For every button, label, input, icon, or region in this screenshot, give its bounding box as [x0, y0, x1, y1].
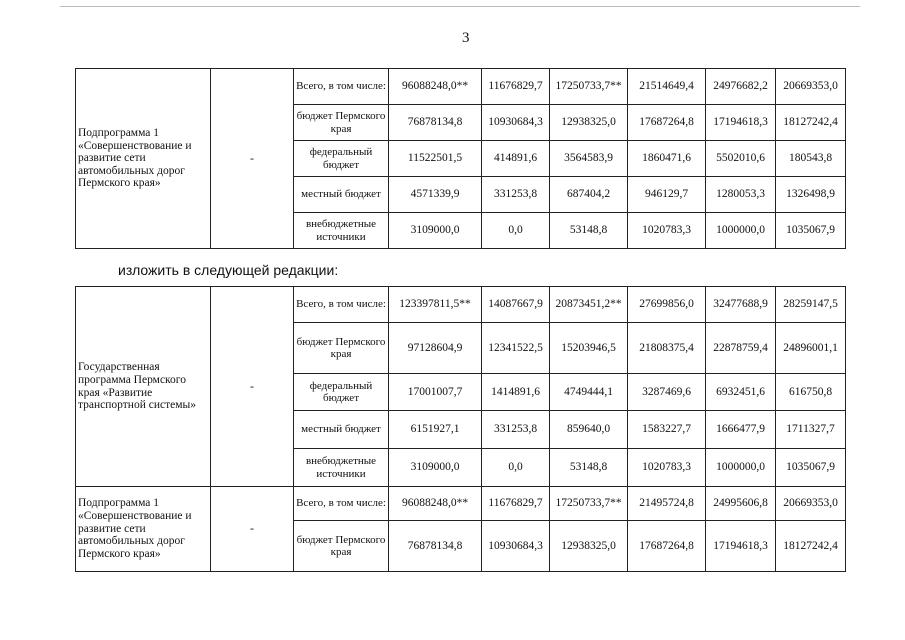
funding-source-cell: внебюджетные источники [294, 449, 389, 487]
amount-cell: 3287469,6 [628, 374, 706, 411]
amount-cell: 1020783,3 [628, 449, 706, 487]
amount-cell: 1000000,0 [706, 449, 776, 487]
amount-cell: 24995606,8 [706, 487, 776, 521]
amount-cell: 10930684,3 [482, 521, 550, 572]
budget-table-new [75, 286, 846, 572]
amount-cell: 331253,8 [482, 411, 550, 449]
amount-cell: 1020783,3 [628, 213, 706, 249]
funding-source-cell: Всего, в том числе: [294, 69, 389, 105]
amount-cell: 11676829,7 [482, 69, 550, 105]
funding-source-cell: местный бюджет [294, 177, 389, 213]
amount-cell: 11522501,5 [389, 141, 482, 177]
amount-cell: 24976682,2 [706, 69, 776, 105]
amount-cell: 4749444,1 [550, 374, 628, 411]
amount-cell: 53148,8 [550, 213, 628, 249]
funding-source-cell: бюджет Пермского края [294, 521, 389, 572]
table-row [76, 287, 846, 323]
page-top-edge [60, 6, 860, 7]
amount-cell: 17194618,3 [706, 521, 776, 572]
amount-cell: 21495724,8 [628, 487, 706, 521]
amount-cell: 5502010,6 [706, 141, 776, 177]
program-name-cell: Подпрограмма 1 «Совершенствование и развитие сети автомобильных дорог Пермского края» [76, 487, 211, 572]
funding-source-cell: внебюджетные источники [294, 213, 389, 249]
program-name-cell: Подпрограмма 1 «Совершенствование и развитие сети автомобильных дорог Пермского края» [76, 69, 211, 249]
executor-cell: - [211, 487, 294, 572]
amount-cell: 331253,8 [482, 177, 550, 213]
amount-cell: 1035067,9 [776, 213, 846, 249]
amount-cell: 1711327,7 [776, 411, 846, 449]
amount-cell: 616750,8 [776, 374, 846, 411]
funding-source-cell: бюджет Пермского края [294, 323, 389, 374]
amount-cell: 53148,8 [550, 449, 628, 487]
amount-cell: 20669353,0 [776, 487, 846, 521]
funding-source-cell: местный бюджет [294, 411, 389, 449]
amount-cell: 18127242,4 [776, 521, 846, 572]
executor-cell: - [211, 69, 294, 249]
amount-cell: 17250733,7** [550, 487, 628, 521]
funding-source-cell: бюджет Пермского края [294, 105, 389, 141]
amount-cell: 414891,6 [482, 141, 550, 177]
amount-cell: 76878134,8 [389, 521, 482, 572]
funding-source-cell: федеральный бюджет [294, 374, 389, 411]
amount-cell: 76878134,8 [389, 105, 482, 141]
amount-cell: 97128604,9 [389, 323, 482, 374]
amount-cell: 22878759,4 [706, 323, 776, 374]
amount-cell: 17250733,7** [550, 69, 628, 105]
funding-source-cell: Всего, в том числе: [294, 287, 389, 323]
amount-cell: 4571339,9 [389, 177, 482, 213]
amount-cell: 10930684,3 [482, 105, 550, 141]
amount-cell: 12938325,0 [550, 105, 628, 141]
amount-cell: 17194618,3 [706, 105, 776, 141]
amount-cell: 946129,7 [628, 177, 706, 213]
amount-cell: 15203946,5 [550, 323, 628, 374]
amount-cell: 3564583,9 [550, 141, 628, 177]
intro-text: изложить в следующей редакции: [118, 262, 339, 278]
amount-cell: 18127242,4 [776, 105, 846, 141]
amount-cell: 27699856,0 [628, 287, 706, 323]
amount-cell: 3109000,0 [389, 213, 482, 249]
amount-cell: 17687264,8 [628, 105, 706, 141]
amount-cell: 14087667,9 [482, 287, 550, 323]
amount-cell: 17001007,7 [389, 374, 482, 411]
page-number: 3 [462, 30, 470, 46]
amount-cell: 21514649,4 [628, 69, 706, 105]
amount-cell: 12938325,0 [550, 521, 628, 572]
funding-source-cell: федеральный бюджет [294, 141, 389, 177]
amount-cell: 0,0 [482, 213, 550, 249]
budget-table-old [75, 68, 846, 249]
amount-cell: 1860471,6 [628, 141, 706, 177]
amount-cell: 6932451,6 [706, 374, 776, 411]
amount-cell: 3109000,0 [389, 449, 482, 487]
amount-cell: 1000000,0 [706, 213, 776, 249]
amount-cell: 1280053,3 [706, 177, 776, 213]
amount-cell: 24896001,1 [776, 323, 846, 374]
amount-cell: 859640,0 [550, 411, 628, 449]
amount-cell: 20873451,2** [550, 287, 628, 323]
funding-source-cell: Всего, в том числе: [294, 487, 389, 521]
table-row [76, 69, 846, 105]
amount-cell: 1583227,7 [628, 411, 706, 449]
table-row [76, 487, 846, 521]
amount-cell: 1414891,6 [482, 374, 550, 411]
amount-cell: 180543,8 [776, 141, 846, 177]
amount-cell: 11676829,7 [482, 487, 550, 521]
amount-cell: 28259147,5 [776, 287, 846, 323]
amount-cell: 21808375,4 [628, 323, 706, 374]
amount-cell: 687404,2 [550, 177, 628, 213]
amount-cell: 32477688,9 [706, 287, 776, 323]
amount-cell: 12341522,5 [482, 323, 550, 374]
executor-cell: - [211, 287, 294, 487]
amount-cell: 123397811,5** [389, 287, 482, 323]
amount-cell: 20669353,0 [776, 69, 846, 105]
amount-cell: 96088248,0** [389, 69, 482, 105]
amount-cell: 17687264,8 [628, 521, 706, 572]
amount-cell: 1666477,9 [706, 411, 776, 449]
program-name-cell: Государственная программа Пермского края «Развитие транспортной системы» [76, 287, 211, 487]
amount-cell: 96088248,0** [389, 487, 482, 521]
amount-cell: 6151927,1 [389, 411, 482, 449]
amount-cell: 0,0 [482, 449, 550, 487]
amount-cell: 1035067,9 [776, 449, 846, 487]
amount-cell: 1326498,9 [776, 177, 846, 213]
